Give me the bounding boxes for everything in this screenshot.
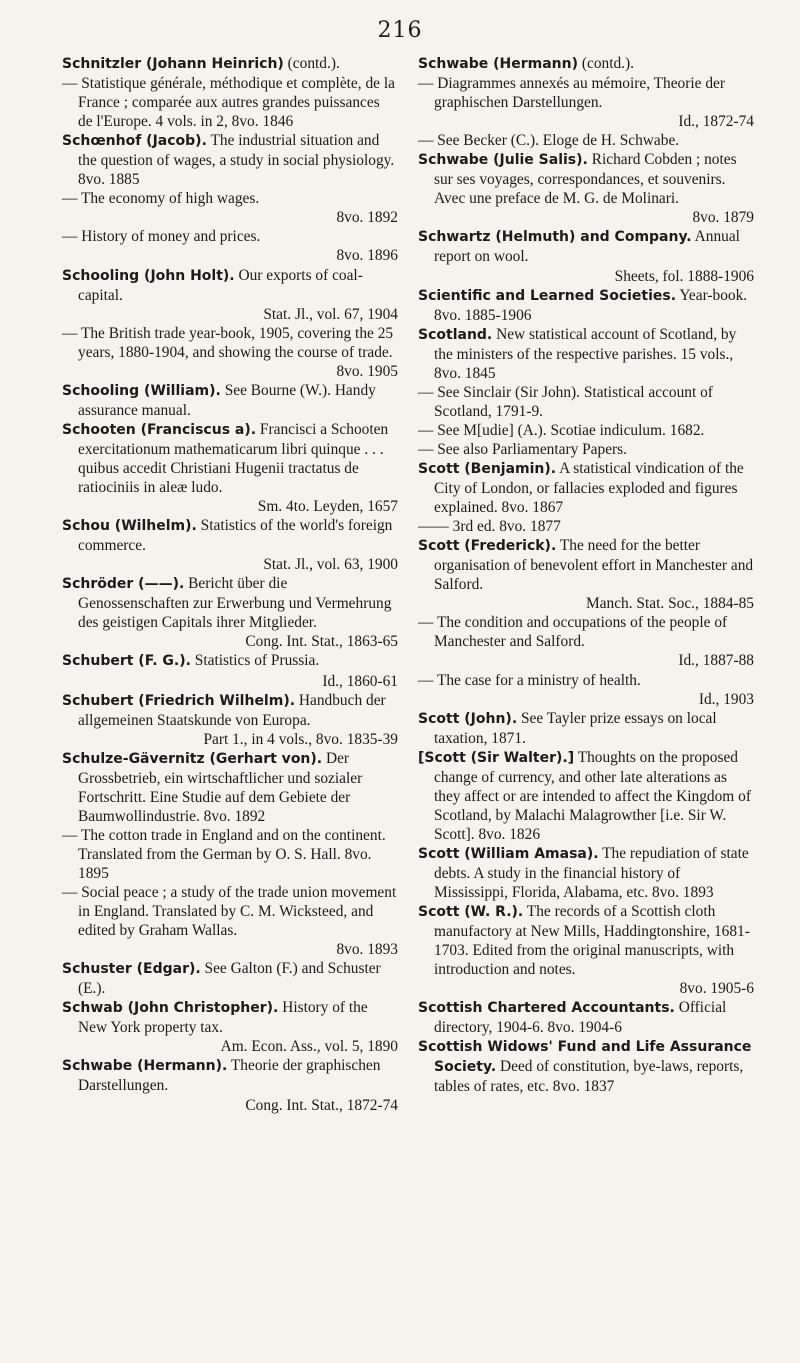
entry-text: See Tayler prize essays on local taxation, 1871. [434,709,717,747]
entry-source: 8vo. 1905 [336,362,398,380]
entry-text: — Statistique générale, méthodique et complète, de la France ; comparée aux autres grandes puissances de l'Europe. 4 vols. in 2, 8vo. 1846 [62,75,395,131]
bibliography-entry [418,671,754,709]
entry-text: Our exports of coal-capital. [78,266,363,304]
entry-source: Id., 1860-61 [322,672,398,690]
bibliography-entry [62,883,398,959]
entry-heading: Schulze-Gävernitz (Gerhart von). [62,750,323,767]
entry-text: Statistics of Prussia. [190,652,320,670]
entry-heading: Schwabe (Hermann). [62,1058,228,1075]
bibliography-entry [418,325,754,383]
entry-source: Stat. Jl., vol. 63, 1900 [263,556,398,574]
entry-heading: Schooling (John Holt). [62,267,235,284]
entry-heading: Scott (William Amasa). [418,845,599,862]
bibliography-entry [62,74,398,131]
bibliography-entry [418,131,754,150]
entry-text: — The cotton trade in England and on the continent. Translated from the German by O. S. Hall. 8vo. 1895 [62,826,386,882]
bibliography-entry [62,691,398,749]
entry-heading: Scottish Widows' Fund and Life Assurance Society. [418,1039,752,1076]
entry-heading: Scott (Benjamin). [418,460,557,477]
bibliography-entry [418,227,754,285]
bibliography-entry [418,383,754,421]
entry-heading: Scientific and Learned Societies. [418,287,677,304]
entry-heading: Scotland. [418,326,493,343]
entry-text: — Diagrammes annexés au mémoire, Theorie der graphischen Darstellungen. [418,75,725,112]
entry-text: — The case for a ministry of health. [418,671,641,689]
entry-heading: Schœnhof (Jacob). [62,133,207,150]
bibliography-entry [62,381,398,420]
entry-text: Bericht über die Genossenschaften zur Erwerbung und Vermehrung des geistigen Capitals ihrer Mitglieder. [78,575,392,632]
bibliography-entry [62,131,398,189]
entry-text: — Social peace ; a study of the trade union movement in England. Translated by C. M. Wicksteed, and edited by Graham Wallas. [62,884,397,940]
left-column [62,54,398,1115]
bibliography-entry [62,54,398,74]
bibliography-entry [62,516,398,574]
entry-text: New statistical account of Scotland, by the ministers of the respective parishes. 15 vols., 8vo. 1845 [434,325,737,382]
bibliography-entry [418,54,754,74]
entry-text: — The condition and occupations of the people of Manchester and Salford. [418,614,728,651]
entry-source: Am. Econ. Ass., vol. 5, 1890 [220,1038,398,1056]
entry-heading: Schuster (Edgar). [62,961,201,978]
entry-heading: Schooten (Franciscus a). [62,421,257,438]
bibliography-entry [418,440,754,459]
entry-heading: Scottish Chartered Accountants. [418,1000,675,1017]
bibliography-entry [62,574,398,651]
entry-text: The need for the better organisation of benevolent effort in Manchester and Salford. [434,537,754,594]
entry-source: Id., 1872-74 [678,113,754,131]
bibliography-entry [62,1056,398,1114]
bibliography-entry [62,998,398,1056]
entry-heading: Schröder (——). [62,576,185,593]
entry-heading: [Scott (Sir Walter).] [418,749,575,766]
entry-text: Theorie der graphischen Darstellungen. [78,1057,381,1095]
entry-source: 8vo. 1905-6 [679,980,754,998]
entry-heading: Scott (Frederick). [418,538,557,555]
entry-heading: Schubert (F. G.). [62,653,191,670]
entry-source: Cong. Int. Stat., 1872-74 [245,1096,398,1114]
entry-text: (contd.). [283,55,340,72]
entry-text: —— 3rd ed. 8vo. 1877 [418,518,561,536]
bibliography-entry [62,189,398,227]
bibliography-entry [418,902,754,998]
entry-heading: Scott (John). [418,710,518,727]
entry-text: See Galton (F.) and Schuster (E.). [78,960,381,998]
entry-text: — See Becker (C.). Eloge de H. Schwabe. [418,132,680,150]
page-number: 216 [377,18,423,43]
entry-text: Official directory, 1904-6. 8vo. 1904-6 [434,999,727,1037]
bibliography-entry [418,150,754,227]
entry-heading: Scott (W. R.). [418,904,524,921]
bibliography-entry [62,324,398,381]
entry-text: Deed of constitution, bye-laws, reports, tables of rates, etc. 8vo. 1837 [434,1058,744,1096]
bibliography-entry [418,998,754,1037]
entry-source: 8vo. 1879 [692,209,754,227]
bibliography-entry [62,420,398,516]
entry-text: Thoughts on the proposed change of currency, and other late alterations as they affect or are intended to affect the Kingdom of Scotland, by Malachi Malagrowther [i.e. Sir W. Scott]. 8vo. 1826 [434,748,751,843]
entry-source: Sm. 4to. Leyden, 1657 [257,498,398,516]
entry-source: Cong. Int. Stat., 1863-65 [245,633,398,651]
bibliography-entry [418,286,754,325]
entry-text: Statistics of the world's foreign commerce. [78,517,393,555]
entry-text: — See Sinclair (Sir John). Statistical account of Scotland, 1791-9. [418,383,713,420]
bibliography-entry [418,421,754,440]
right-column [418,54,754,1097]
bibliography-entry [62,651,398,690]
bibliography-entry [418,613,754,670]
entry-source: Sheets, fol. 1888-1906 [614,267,754,285]
bibliography-entry [62,959,398,998]
entry-text: — See M[udie] (A.). Scotiae indiculum. 1682. [418,421,705,439]
entry-source: Stat. Jl., vol. 67, 1904 [263,305,398,323]
entry-heading: Schubert (Friedrich Wilhelm). [62,692,296,709]
entry-text: — The British trade year-book, 1905, covering the 25 years, 1880-1904, and showing the course of trade. [62,324,394,361]
bibliography-entry [418,748,754,844]
entry-source: Id., 1887-88 [678,652,754,670]
entry-heading: Schwabe (Hermann) [418,56,579,72]
bibliography-entry [418,536,754,613]
entry-text: — See also Parliamentary Papers. [418,440,627,458]
bibliography-entry [418,517,754,536]
entry-source: Manch. Stat. Soc., 1884-85 [586,595,754,613]
entry-text: Richard Cobden ; notes sur ses voyages, correspondances, et souvenirs. Avec une preface de M. G. de Molinari. [434,151,737,208]
bibliography-entry [62,227,398,265]
bibliography-entry [62,266,398,324]
entry-text: — History of money and prices. [62,228,261,246]
bibliography-entry [418,74,754,131]
entry-text: Handbuch der allgemeinen Staatskunde von Europa. [78,691,386,729]
bibliography-entry [418,709,754,748]
entry-text: The industrial situation and the question of wages, a study in social physiology. 8vo. 1885 [78,132,395,189]
entry-heading: Schou (Wilhelm). [62,518,197,535]
entry-text: The records of a Scottish cloth manufactory at New Mills, Haddingtonshire, 1681-1703. Edited from the original manuscripts, with introduction and notes. [434,903,750,979]
entry-source: 8vo. 1893 [336,941,398,959]
entry-text: See Bourne (W.). Handy assurance manual. [78,381,376,419]
entry-text: Annual report on wool. [434,228,740,266]
entry-text: (contd.). [578,55,635,72]
entry-heading: Schwabe (Julie Salis). [418,152,588,169]
bibliography-entry [418,1037,754,1096]
bibliography-entry [62,749,398,826]
entry-heading: Schooling (William). [62,382,221,399]
bibliography-entry [62,826,398,883]
entry-text: History of the New York property tax. [78,999,368,1037]
entry-text: The repudiation of state debts. A study in the financial history of Mississippi, Florida, Alabama, etc. 8vo. 1893 [434,844,749,902]
entry-text: Francisci a Schooten exercitationum mathematicarum libri quinque . . . quibus accedit Christiani Hugenii tractatus de ratiociniis in aleæ ludo. [78,420,389,497]
entry-source: Part 1., in 4 vols., 8vo. 1835-39 [203,730,398,748]
entry-source: Id., 1903 [698,690,754,708]
entry-heading: Schnitzler (Johann Heinrich) [62,56,284,72]
bibliography-entry [418,459,754,517]
entry-text: Der Grossbetrieb, ein wirtschaftlicher und sozialer Fortschritt. Eine Studie auf dem Gebiete der Baumwollindustrie. 8vo. 1892 [78,749,363,825]
bibliography-entry [418,844,754,902]
entry-source: 8vo. 1896 [336,247,398,265]
entry-heading: Schwartz (Helmuth) and Company. [418,229,692,246]
entry-source: 8vo. 1892 [336,209,398,227]
entry-text: Year-book. 8vo. 1885-1906 [434,286,748,324]
entry-text: — The economy of high wages. [62,190,260,208]
entry-text: A statistical vindication of the City of London, or fallacies exploded and figures explained. 8vo. 1867 [434,459,744,517]
entry-heading: Schwab (John Christopher). [62,1000,279,1017]
